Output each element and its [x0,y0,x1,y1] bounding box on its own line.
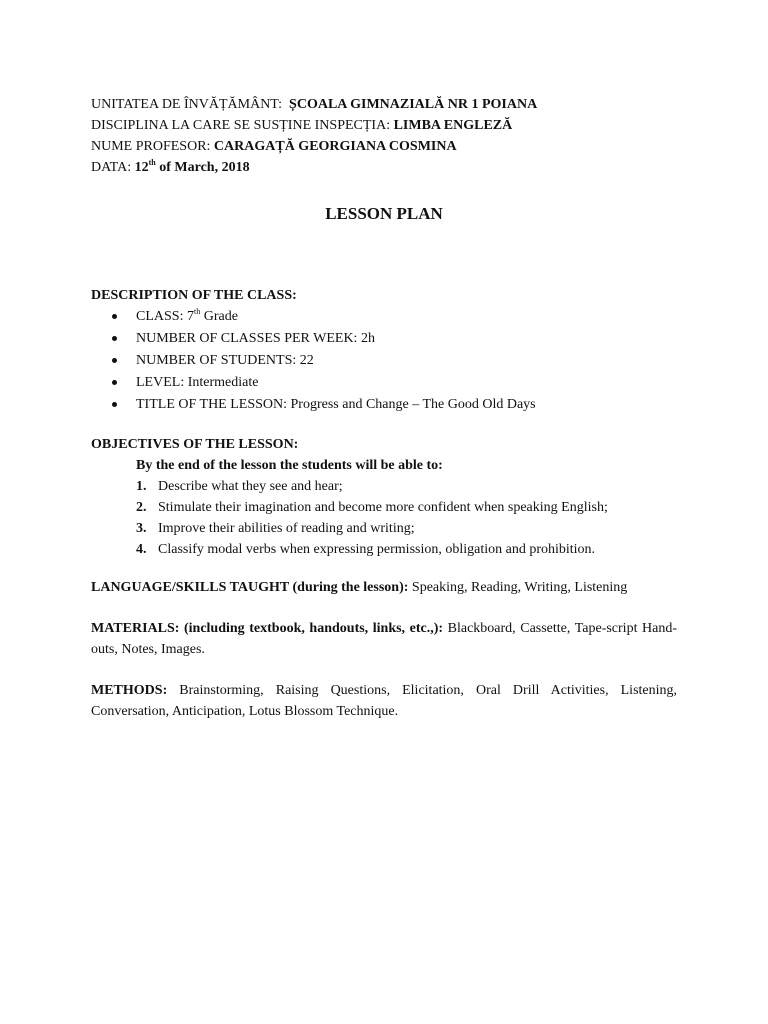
objectives-heading: OBJECTIVES OF THE LESSON: [91,437,299,452]
list-item [91,539,677,560]
list-item [91,306,677,328]
language-label: LANGUAGE/SKILLS TAUGHT (during the lesson): [91,580,409,595]
language-value: Speaking, Reading, Writing, Listening [411,580,628,595]
date-rest: of March, 2018 [159,160,250,175]
list-item [91,372,677,394]
bullet-icon [112,336,117,341]
discipline-value: LIMBA ENGLEZĂ [393,118,513,133]
objectives-list [91,476,677,560]
objectives-section [91,434,677,560]
discipline-label: DISCIPLINA LA CARE SE SUSȚINE INSPECȚIA: [91,118,391,133]
description-section [91,285,677,416]
item-number: 4. [136,542,147,557]
date-line [91,157,537,178]
class-num: 7 [186,309,194,324]
level: LEVEL: Intermediate [136,375,259,390]
class-rest: Grade [203,309,238,324]
bullet-icon [112,358,117,363]
class-label: CLASS: [136,309,184,324]
item-text: Classify modal verbs when expressing permission, obligation and prohibition. [158,542,596,557]
item-number: 3. [136,521,147,536]
list-item [91,350,677,372]
language-section [91,577,677,598]
list-item [91,497,677,518]
school-label: UNITATEA DE ÎNVĂȚĂMÂNT: [91,97,283,112]
materials-value: Blackboard, Cassette, Tape-script Hand-outs, Notes, Images. [91,621,678,657]
class-sup: th [193,307,201,316]
item-text: Improve their abilities of reading and writing; [158,521,415,536]
students-count: NUMBER OF STUDENTS: 22 [136,353,314,368]
item-number: 1. [136,479,147,494]
date-label: DATA: [91,160,132,175]
bullet-icon [112,314,117,319]
teacher-line [91,136,537,157]
list-item [91,328,677,350]
teacher-label: NUME PROFESOR: [91,139,211,154]
description-heading: DESCRIPTION OF THE CLASS: [91,288,297,303]
item-number: 2. [136,500,147,515]
school-value: ȘCOALA GIMNAZIALĂ NR 1 POIANA [289,97,538,112]
classes-per-week: NUMBER OF CLASSES PER WEEK: 2h [136,331,375,346]
item-text: Describe what they see and hear; [158,479,343,494]
page-title: LESSON PLAN [325,204,443,223]
methods-section [91,680,677,722]
teacher-value: CARAGAȚĂ GEORGIANA COSMINA [213,139,457,154]
methods-label: METHODS: [91,683,168,698]
lesson-title: TITLE OF THE LESSON: Progress and Change – The Good Old Days [136,397,536,412]
bullet-icon [112,402,117,407]
item-text: Stimulate their imagination and become more confident when speaking English; [158,500,608,515]
date-value [135,160,250,175]
list-item [91,518,677,539]
objectives-intro: By the end of the lesson the students will be able to: [136,458,443,473]
list-item [91,394,677,416]
document-header [91,94,537,178]
bullet-icon [112,380,117,385]
date-suffix: th [148,158,156,167]
list-item [91,476,677,497]
discipline-line [91,115,537,136]
materials-label: MATERIALS: (including textbook, handouts, links, etc.,): [91,621,444,636]
school-line [91,94,537,115]
methods-value: Brainstorming, Raising Questions, Elicitation, Oral Drill Activities, Listening, Conversation, Anticipation, Lotus Blossom Technique. [91,683,678,719]
description-list [91,306,677,416]
date-day: 12 [134,160,149,175]
materials-section [91,618,677,660]
